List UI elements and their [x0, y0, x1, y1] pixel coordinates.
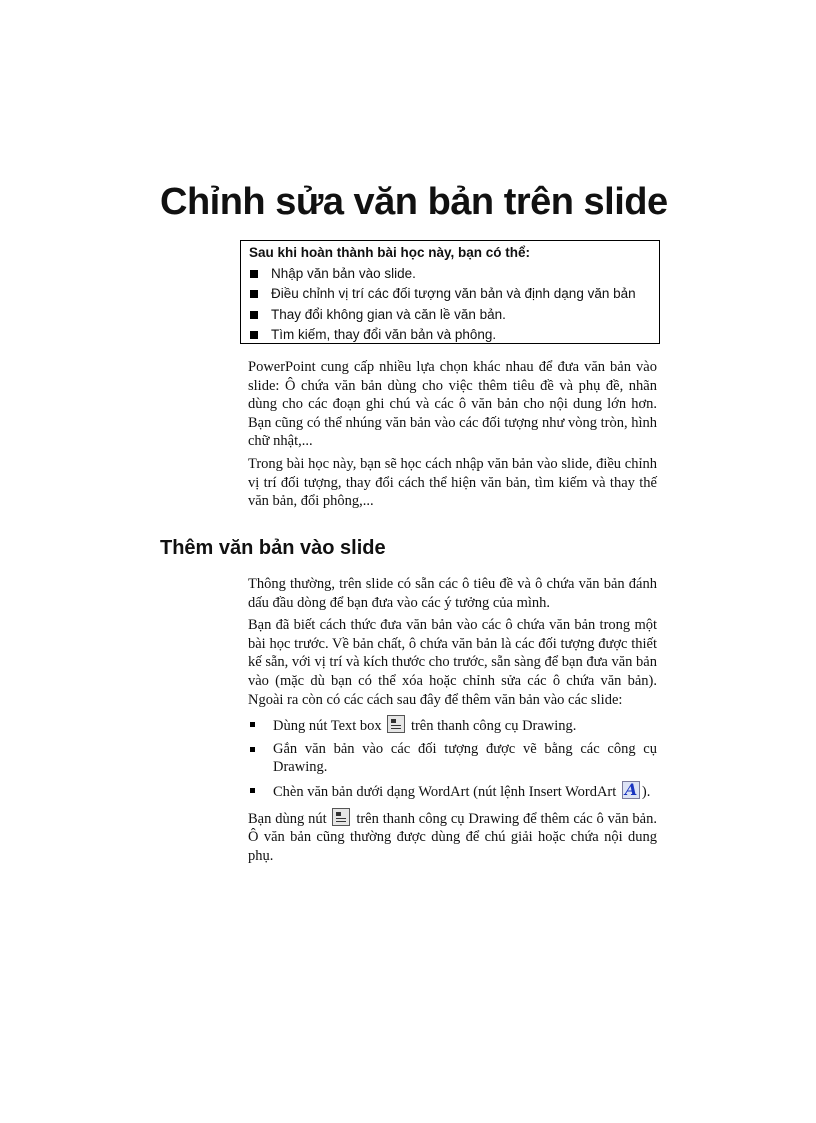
- list-item: Tìm kiếm, thay đổi văn bản và phông.: [249, 325, 651, 346]
- list-item: Dùng nút Text box trên thanh công cụ Drawing.: [248, 715, 657, 736]
- section-paragraph: Thông thường, trên slide có sẵn các ô tiêu đề và ô chứa văn bản đánh dấu đầu dòng để bạn đưa vào các ý tưởng của mình.: [248, 576, 657, 611]
- objectives-heading: Sau khi hoàn thành bài học này, bạn có thể:: [249, 245, 531, 260]
- list-item: Chèn văn bản dưới dạng WordArt (nút lệnh Insert WordArt A ).: [248, 781, 657, 802]
- square-bullet-icon: [250, 788, 255, 793]
- square-bullet-icon: [250, 290, 258, 298]
- methods-list: [248, 715, 657, 801]
- list-item: Điều chỉnh vị trí các đối tượng văn bản và định dạng văn bản: [249, 284, 651, 305]
- intro-paragraph: PowerPoint cung cấp nhiều lựa chọn khác nhau để đưa văn bản vào slide: Ô chứa văn bản dùng cho việc thêm tiêu đề và phụ đề, nhãn dùng cho các đoạn ghi chú và các ô văn bản cho nội dung lớn hơn. Bạn cũng có thể nhúng văn bản vào các đối tượng như vòng tròn, hình chữ nhật,...: [248, 359, 657, 450]
- section-heading: Thêm văn bản vào slide: [160, 537, 386, 559]
- objectives-box: [240, 240, 660, 344]
- section-body: [248, 575, 657, 869]
- square-bullet-icon: [250, 331, 258, 339]
- text-box-icon: [387, 715, 405, 733]
- text-box-icon: [332, 808, 350, 826]
- section-paragraph: Bạn đã biết cách thức đưa văn bản vào các ô chứa văn bản trong một bài học trước. Về bản chất, ô chứa văn bản là các đối tượng được thiết kế sẵn, với vị trí và kích thước cho trước, sẵn sàng để bạn đưa văn bản vào (mặc dù bạn có thể xóa hoặc chỉnh sửa các ô chứa văn bản). Ngoài ra còn có các cách sau đây để thêm văn bản vào các slide:: [248, 617, 657, 708]
- square-bullet-icon: [250, 270, 258, 278]
- intro-text: [248, 358, 657, 515]
- objectives-list: [249, 264, 651, 346]
- square-bullet-icon: [250, 747, 255, 752]
- intro-paragraph: Trong bài học này, bạn sẽ học cách nhập văn bản vào slide, điều chỉnh vị trí đối tượng, thay đổi cách thể hiện văn bản, tìm kiếm và thay thế văn bản, đổi phông,...: [248, 455, 657, 510]
- list-item: Thay đổi không gian và căn lề văn bản.: [249, 305, 651, 326]
- page-title: Chỉnh sửa văn bản trên slide: [160, 181, 668, 223]
- section-paragraph: Bạn dùng nút trên thanh công cụ Drawing để thêm các ô văn bản. Ô văn bản cũng thường được dùng để chú giải hoặc chứa nội dung phụ.: [248, 808, 657, 866]
- square-bullet-icon: [250, 311, 258, 319]
- list-item: Gắn văn bản vào các đối tượng được vẽ bằng các công cụ Drawing.: [248, 740, 657, 777]
- list-item: Nhập văn bản vào slide.: [249, 264, 651, 285]
- wordart-icon: A: [622, 781, 640, 799]
- square-bullet-icon: [250, 722, 255, 727]
